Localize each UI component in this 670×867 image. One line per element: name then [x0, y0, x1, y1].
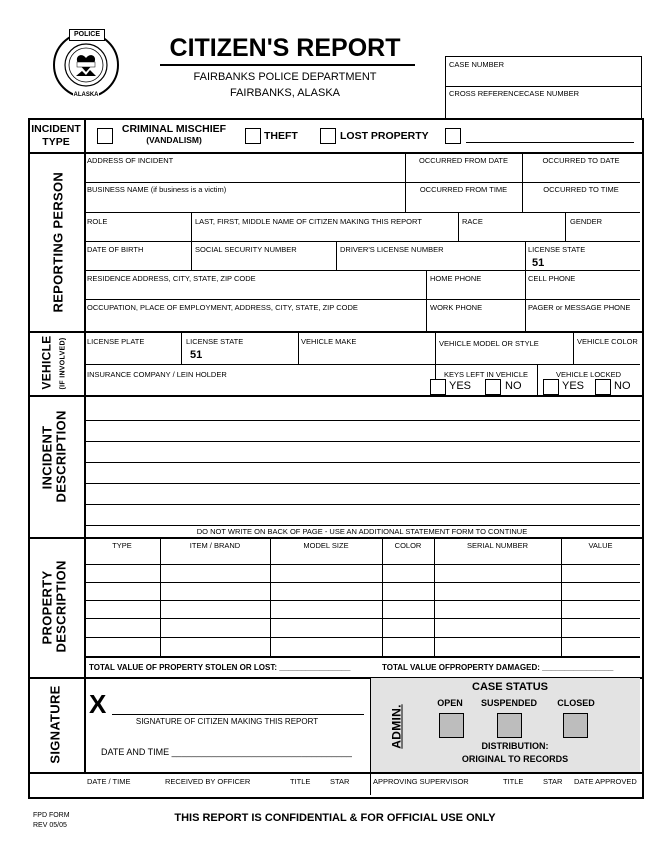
vehicle-model-label: VEHICLE MODEL OR STYLE	[439, 339, 539, 348]
case-status-title: CASE STATUS	[472, 681, 548, 693]
other-type-checkbox[interactable]	[445, 128, 461, 144]
occurred-from-time-label: OCCURRED FROM TIME	[419, 185, 508, 194]
signature-x-mark: X	[89, 689, 107, 719]
signature-line[interactable]	[112, 714, 364, 715]
keys-yes-checkbox[interactable]	[430, 379, 446, 395]
reporting-person-section-label: REPORTING PERSON	[50, 171, 66, 313]
vehicle-color-label: VEHICLE COLOR	[577, 337, 638, 346]
criminal-mischief-checkbox[interactable]	[97, 128, 113, 144]
original-to-records-label: ORIGINAL TO RECORDS	[461, 754, 569, 764]
vehicle-locked-label: VEHICLE LOCKED	[555, 370, 622, 379]
lost-property-label: LOST PROPERTY	[340, 130, 429, 142]
received-by-officer-label: RECEIVED BY OFFICER	[165, 777, 251, 786]
description-line[interactable]	[84, 420, 640, 421]
vehicle-make-label: VEHICLE MAKE	[301, 337, 357, 346]
description-line[interactable]	[84, 441, 640, 442]
status-closed-checkbox[interactable]	[563, 713, 588, 738]
license-state-label: LICENSE STATE	[528, 245, 586, 254]
officer-star-label: STAR	[330, 777, 350, 786]
keys-no-label: NO	[505, 380, 522, 392]
business-name-label: BUSINESS NAME (if business is a victim)	[87, 185, 227, 194]
property-description-section-label	[28, 537, 84, 677]
distribution-label: DISTRIBUTION:	[481, 741, 549, 751]
property-col-serial: SERIAL NUMBER	[467, 541, 528, 550]
description-line[interactable]	[84, 504, 640, 505]
date-approved-label: DATE APPROVED	[574, 777, 637, 786]
property-description-line2: DESCRIPTION	[53, 560, 69, 653]
form-revision: REV 05/05	[33, 822, 67, 829]
description-line[interactable]	[84, 462, 640, 463]
criminal-mischief-option	[114, 123, 234, 146]
vehicle-section-label	[28, 331, 84, 395]
department-city: FAIRBANKS, ALASKA	[229, 87, 341, 99]
incident-description-line2: DESCRIPTION	[53, 410, 69, 503]
vehicle-license-state-value[interactable]: 51	[190, 349, 203, 361]
cell-phone-label: CELL PHONE	[528, 274, 576, 283]
admin-label: ADMIN.	[389, 704, 404, 749]
supervisor-title-label: TITLE	[503, 777, 524, 786]
date-time-label: DATE / TIME	[87, 777, 131, 786]
status-suspended-checkbox[interactable]	[497, 713, 522, 738]
incident-type-label	[28, 123, 84, 149]
criminal-mischief-label: CRIMINAL MISCHIEF	[121, 123, 227, 135]
locked-no-checkbox[interactable]	[595, 379, 611, 395]
department-name: FAIRBANKS POLICE DEPARTMENT	[193, 71, 377, 83]
status-open-label: OPEN	[437, 698, 463, 708]
locked-yes-label: YES	[562, 380, 585, 392]
date-of-birth-label: DATE OF BIRTH	[87, 245, 144, 254]
residence-address-label: RESIDENCE ADDRESS, CITY, STATE, ZIP CODE	[87, 274, 256, 283]
property-col-value: VALUE	[588, 541, 613, 550]
work-phone-label: WORK PHONE	[430, 303, 483, 312]
home-phone-label: HOME PHONE	[430, 274, 482, 283]
property-col-item-brand: ITEM / BRAND	[189, 541, 241, 550]
vehicle-label: VEHICLE	[39, 335, 54, 390]
occurred-to-time-label: OCCURRED TO TIME	[543, 185, 619, 194]
police-seal	[52, 28, 120, 100]
supervisor-star-label: STAR	[543, 777, 563, 786]
keys-left-label: KEYS LEFT IN VEHICLE	[443, 370, 529, 379]
total-damaged-label: TOTAL VALUE OFPROPERTY DAMAGED: ________________	[382, 663, 614, 672]
address-of-incident-label: ADDRESS OF INCIDENT	[87, 156, 174, 165]
seal-bottom-text: ALASKA	[73, 92, 99, 98]
vehicle-license-state-label: LICENSE STATE	[186, 337, 244, 346]
incident-description-section-label	[28, 395, 84, 537]
page-title: CITIZEN'S REPORT	[169, 34, 401, 62]
signature-section-label: SIGNATURE	[47, 685, 63, 764]
property-col-color: COLOR	[394, 541, 422, 550]
confidential-notice: THIS REPORT IS CONFIDENTIAL & FOR OFFICIAL USE ONLY	[174, 812, 496, 824]
cross-reference-field[interactable]	[446, 98, 639, 117]
locked-yes-checkbox[interactable]	[543, 379, 559, 395]
cross-reference-label: CROSS REFERENCECASE NUMBER	[449, 89, 580, 98]
description-line[interactable]	[84, 483, 640, 484]
date-and-time-field[interactable]: DATE AND TIME ____________________________________	[101, 747, 352, 757]
keys-no-checkbox[interactable]	[485, 379, 501, 395]
citizen-name-label: LAST, FIRST, MIDDLE NAME OF CITIZEN MAKING THIS REPORT	[195, 217, 422, 226]
gender-label: GENDER	[570, 217, 603, 226]
race-label: RACE	[462, 217, 483, 226]
lost-property-checkbox[interactable]	[320, 128, 336, 144]
other-type-line[interactable]	[466, 142, 634, 143]
total-stolen-label: TOTAL VALUE OF PROPERTY STOLEN OR LOST: ________________	[89, 663, 351, 672]
theft-label: THEFT	[264, 130, 298, 142]
approving-supervisor-label: APPROVING SUPERVISOR	[373, 777, 469, 786]
form-number: FPD FORM	[33, 812, 70, 819]
vandalism-label: (VANDALISM)	[146, 135, 202, 145]
license-plate-label: LICENSE PLATE	[87, 337, 145, 346]
property-col-type: TYPE	[112, 541, 132, 550]
pager-label: PAGER or MESSAGE PHONE	[528, 303, 631, 312]
back-of-page-note: DO NOT WRITE ON BACK OF PAGE - USE AN ADDITIONAL STATEMENT FORM TO CONTINUE	[196, 527, 528, 536]
occurred-from-date-label: OCCURRED FROM DATE	[418, 156, 509, 165]
incident-type-label-line2: TYPE	[42, 136, 70, 148]
occurred-to-date-label: OCCURRED TO DATE	[542, 156, 620, 165]
status-open-checkbox[interactable]	[439, 713, 464, 738]
occupation-label: OCCUPATION, PLACE OF EMPLOYMENT, ADDRESS, CITY, STATE, ZIP CODE	[87, 303, 358, 312]
officer-title-label: TITLE	[290, 777, 311, 786]
signature-caption: SIGNATURE OF CITIZEN MAKING THIS REPORT	[135, 717, 319, 726]
vehicle-sublabel: (IF INVOLVED)	[59, 337, 67, 390]
case-number-label: CASE NUMBER	[449, 60, 505, 69]
theft-checkbox[interactable]	[245, 128, 261, 144]
keys-yes-label: YES	[449, 380, 472, 392]
seal-top-text: POLICE	[69, 29, 105, 41]
incident-description-line1: INCIDENT	[39, 425, 55, 490]
incident-type-label-line1: INCIDENT	[31, 123, 81, 135]
locked-no-label: NO	[614, 380, 631, 392]
status-closed-label: CLOSED	[557, 698, 595, 708]
property-description-line1: PROPERTY	[39, 570, 55, 645]
role-label: ROLE	[87, 217, 108, 226]
insurance-label: INSURANCE COMPANY / LEIN HOLDER	[87, 370, 227, 379]
property-col-model-size: MODEL SIZE	[303, 541, 349, 550]
license-state-value[interactable]: 51	[532, 257, 545, 269]
description-line[interactable]	[84, 525, 640, 526]
ssn-label: SOCIAL SECURITY NUMBER	[195, 245, 297, 254]
case-number-field[interactable]	[446, 68, 639, 85]
drivers-license-label: DRIVER'S LICENSE NUMBER	[340, 245, 444, 254]
status-suspended-label: SUSPENDED	[480, 698, 537, 708]
